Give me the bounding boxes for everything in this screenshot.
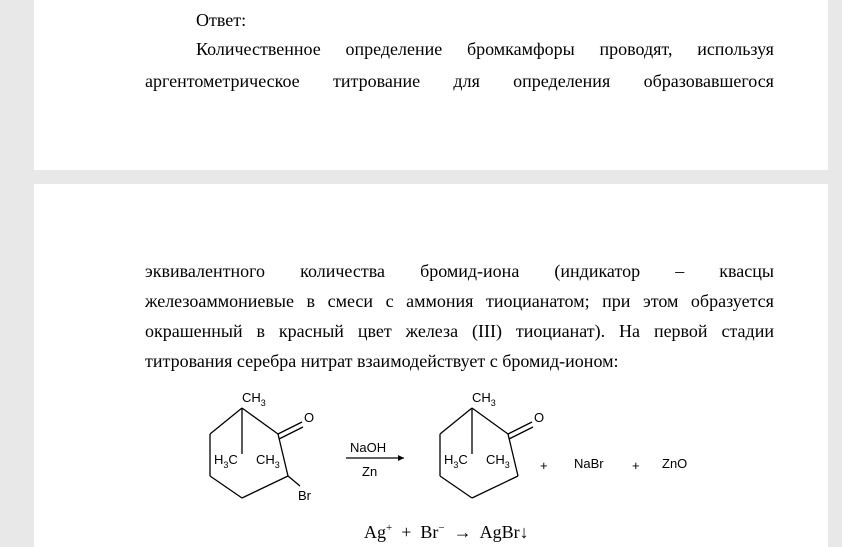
word: в xyxy=(256,321,265,341)
word: (индикатор xyxy=(554,261,641,281)
word: смеси xyxy=(327,291,374,311)
word: На xyxy=(619,321,641,341)
reactant-h3c: $H_3C$ xyxy=(214,452,238,470)
product-ch3: $CH_3$ xyxy=(486,452,510,470)
word: железа xyxy=(405,321,459,341)
word: аргентометрическое xyxy=(145,71,300,91)
paragraph-line xyxy=(145,320,774,342)
reactant-ch3: $CH_3$ xyxy=(256,452,280,470)
word: цвет xyxy=(357,321,392,341)
word: тиоцианат). xyxy=(515,321,606,341)
word: окрашенный xyxy=(145,321,243,341)
word: этом xyxy=(642,291,679,311)
paragraph-line xyxy=(145,70,774,92)
word: бромид-иона xyxy=(420,261,520,281)
reaction-scheme xyxy=(180,386,740,506)
reactant-ch3-top: $CH_3$ xyxy=(242,390,266,408)
word: первой xyxy=(653,321,708,341)
word: (III) xyxy=(472,321,502,341)
paragraph-line xyxy=(196,38,774,60)
word: квасцы xyxy=(719,261,774,281)
word: железоаммониевые xyxy=(145,291,294,311)
word: в xyxy=(306,291,316,311)
word: количества xyxy=(300,261,385,281)
word: определение xyxy=(345,39,443,59)
plus-sign: + xyxy=(540,458,548,473)
word: аммония xyxy=(406,291,474,311)
product-h3c: $H_3C$ xyxy=(444,452,468,470)
word: определения xyxy=(513,71,611,91)
word: образуется xyxy=(690,291,774,311)
word: эквивалентного xyxy=(145,261,266,281)
ag-ion: Ag+ xyxy=(364,522,393,542)
paragraph-line xyxy=(145,260,774,282)
product-ch3-top: $CH_3$ xyxy=(472,390,496,408)
word: – xyxy=(675,261,685,281)
precipitate-agbr: AgBr↓ xyxy=(479,522,529,542)
word: образовавшегося xyxy=(643,71,774,91)
reactant-oxygen: O xyxy=(304,410,315,425)
product-nabr: NaBr xyxy=(574,456,604,471)
reactant-bromine: Br xyxy=(298,488,311,503)
word: красный xyxy=(278,321,344,341)
word: бромкамфоры xyxy=(466,39,575,59)
plus-sign: + xyxy=(632,458,640,473)
product-oxygen: O xyxy=(534,410,545,425)
ionic-equation xyxy=(364,522,529,543)
br-ion: Br− xyxy=(420,522,445,542)
plus-sign: + xyxy=(401,522,412,542)
word: Количественное xyxy=(196,39,321,59)
word: используя xyxy=(697,39,774,59)
paragraph-line xyxy=(145,290,774,312)
answer-label: Ответ: xyxy=(196,10,247,30)
word: для xyxy=(453,71,480,91)
product-zno: ZnO xyxy=(662,456,688,471)
word: титрование xyxy=(333,71,421,91)
reagent-zn: Zn xyxy=(362,464,378,479)
word: с xyxy=(385,291,394,311)
reagent-naoh: NaOH xyxy=(350,440,387,455)
word: тиоцианатом; xyxy=(486,291,590,311)
reaction-arrow: → xyxy=(453,522,472,542)
word: при xyxy=(602,291,631,311)
word: проводят, xyxy=(599,39,673,59)
document-page-1 xyxy=(34,0,828,170)
paragraph-line: титрования серебра нитрат взаимодействует с бромид-ионом: xyxy=(145,351,619,371)
word: стадии xyxy=(721,321,774,341)
